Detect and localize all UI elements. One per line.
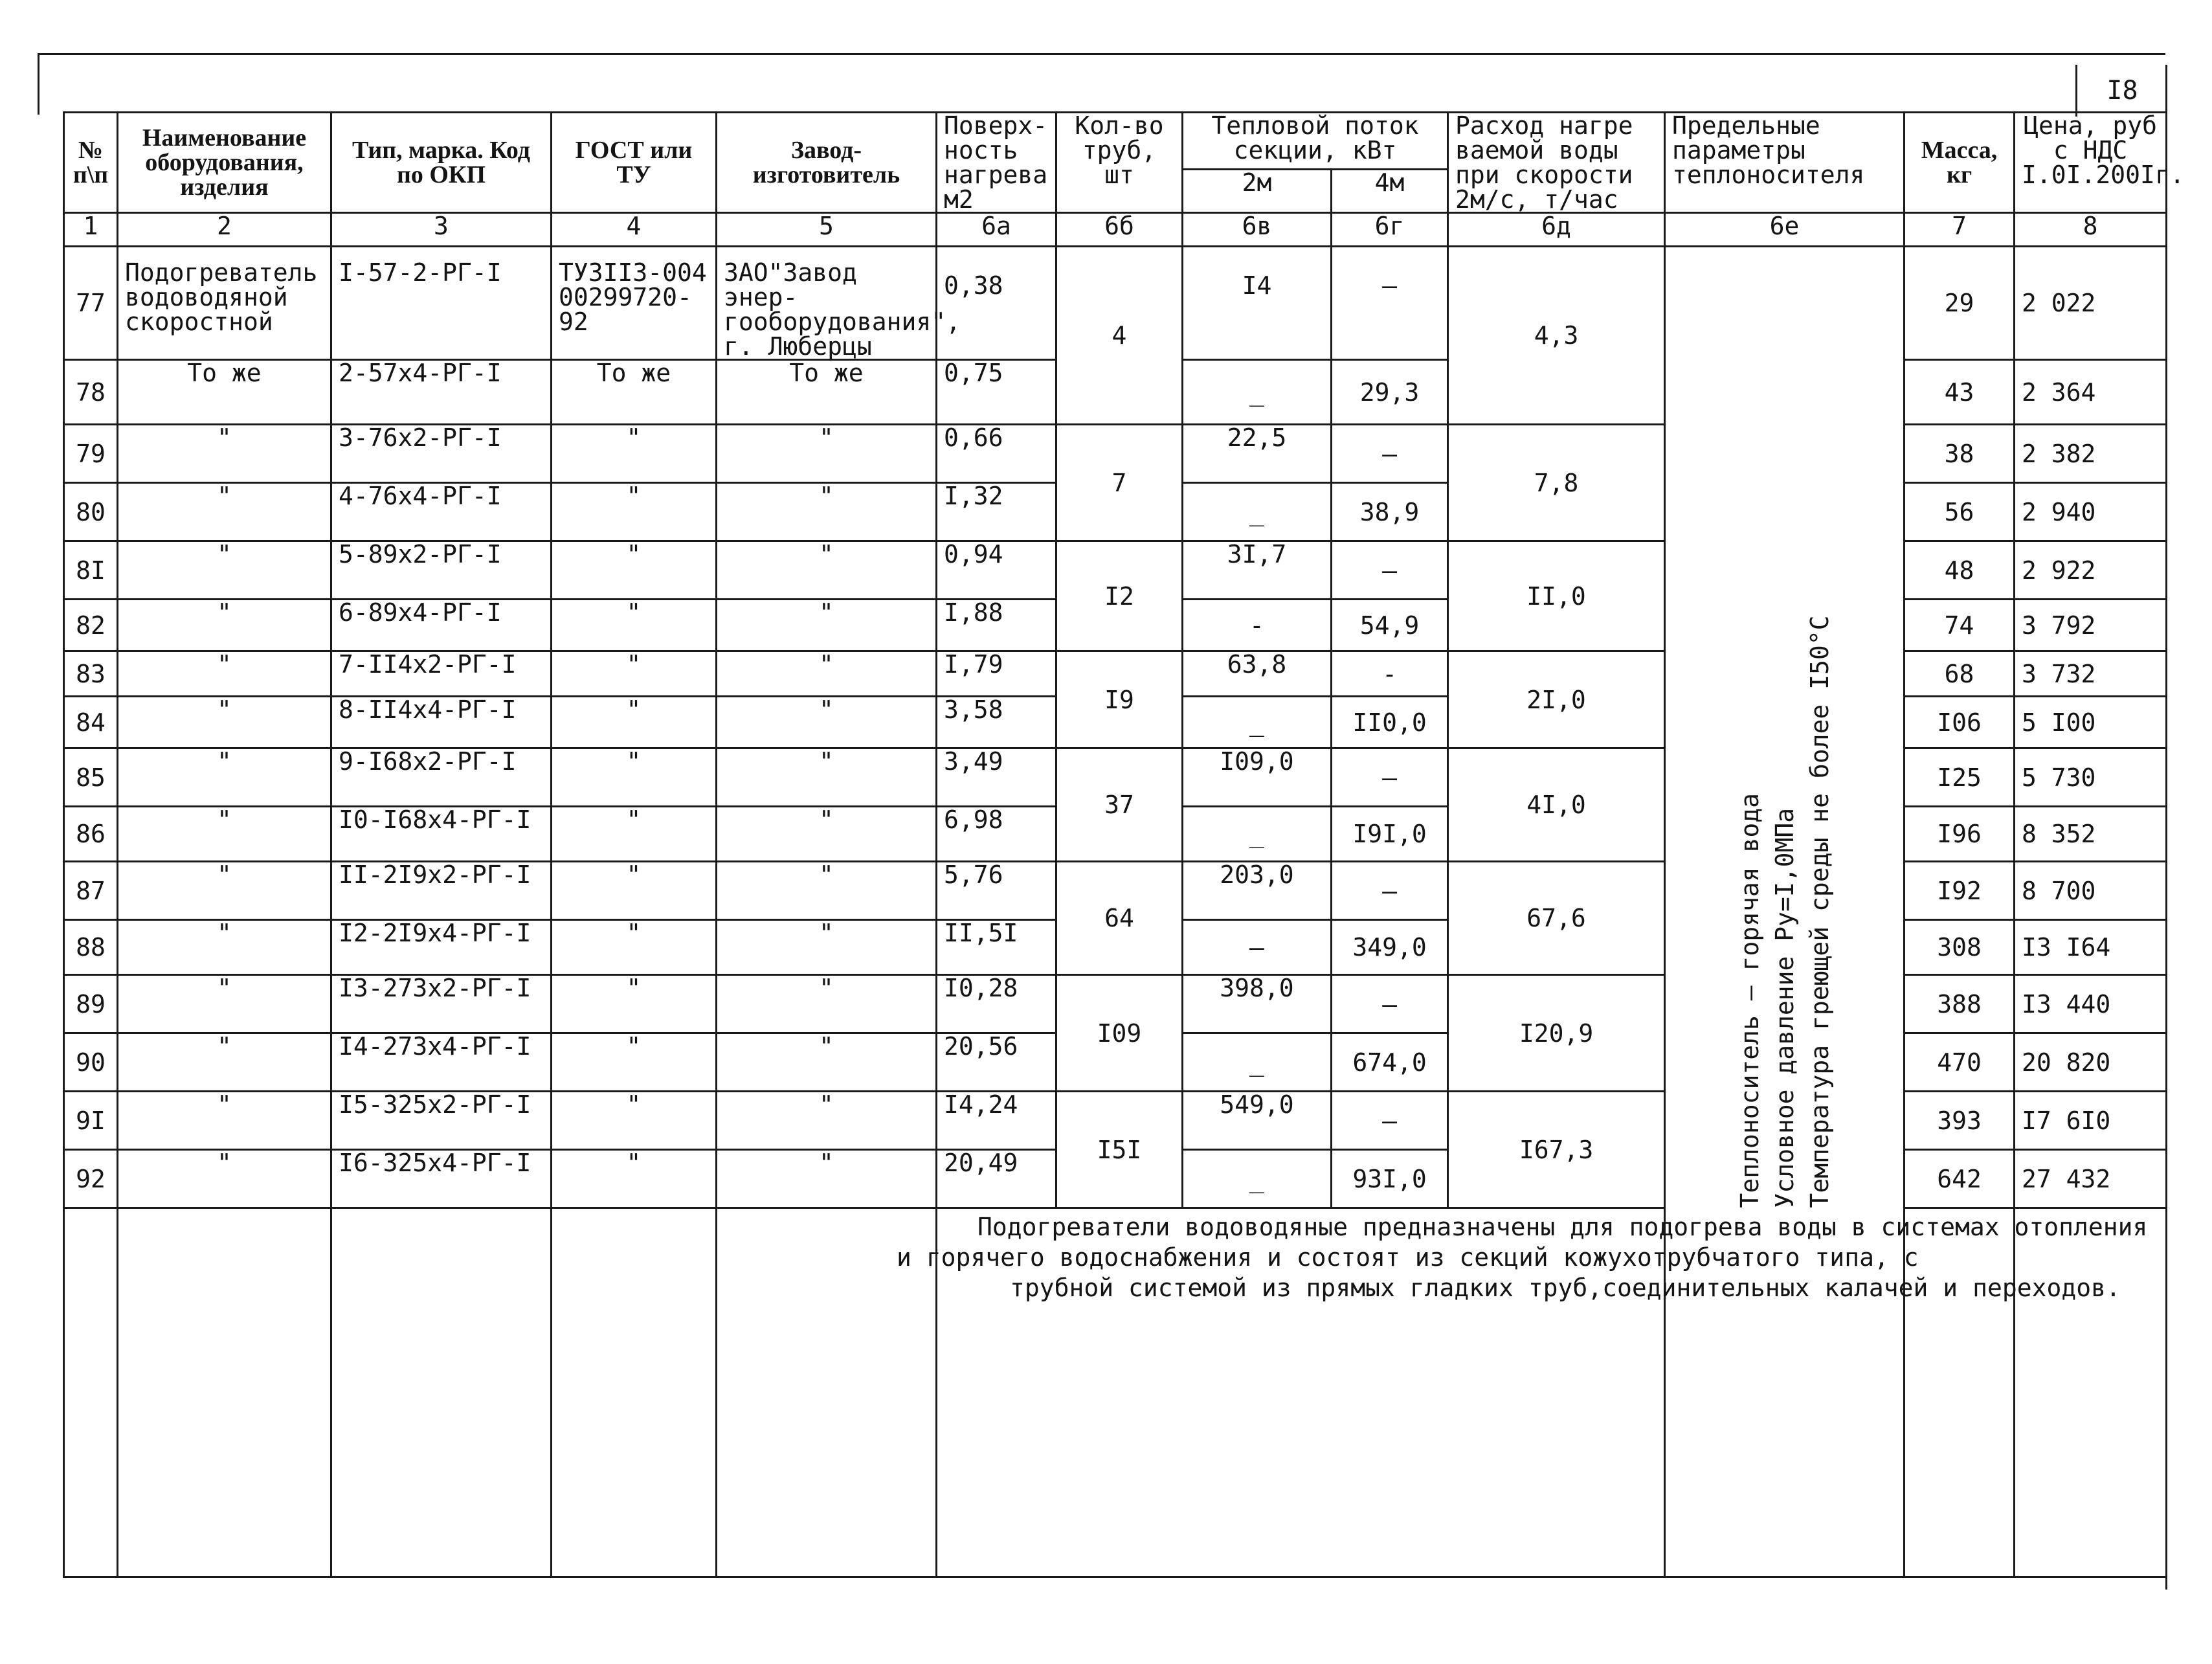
item-price: 20 820 bbox=[2015, 1033, 2167, 1092]
item-maker: " bbox=[717, 697, 937, 748]
item-name: " bbox=[118, 1092, 331, 1150]
item-heat-2m: 549,0 bbox=[1183, 1092, 1332, 1150]
item-tubes: I9 bbox=[1056, 651, 1183, 748]
item-name: Подогреватель водоводяной скоростной bbox=[118, 247, 331, 360]
item-maker: " bbox=[717, 920, 937, 975]
item-heat-4m: 93I,0 bbox=[1332, 1150, 1448, 1208]
item-heat-2m: 22,5 bbox=[1183, 425, 1332, 483]
item-mass: 393 bbox=[1905, 1092, 2015, 1150]
header-heat-4m: 4м bbox=[1332, 170, 1448, 213]
item-price: I3 I64 bbox=[2015, 920, 2167, 975]
item-heat-2m: _ bbox=[1183, 1150, 1332, 1208]
page-number: I8 bbox=[2075, 65, 2167, 117]
item-heat-2m: 203,0 bbox=[1183, 862, 1332, 920]
row-number: 88 bbox=[64, 920, 118, 975]
item-water-flow: II,0 bbox=[1448, 541, 1665, 651]
limits-line-1: Теплоноситель – горячая вода bbox=[1735, 793, 1764, 1208]
item-price: 2 922 bbox=[2015, 541, 2167, 600]
item-tubes: 64 bbox=[1056, 862, 1183, 975]
header-type: Тип, марка. Код по ОКП bbox=[331, 113, 552, 213]
item-mass: I25 bbox=[1905, 748, 2015, 807]
header-water-flow: Расход нагре ваемой воды при скорости 2м/с, т/час bbox=[1448, 113, 1665, 213]
item-gost: " bbox=[552, 920, 717, 975]
item-heat-2m: - bbox=[1183, 600, 1332, 651]
item-surface: 20,56 bbox=[937, 1033, 1056, 1092]
row-number: 85 bbox=[64, 748, 118, 807]
item-price: 2 022 bbox=[2015, 247, 2167, 360]
item-price: 5 I00 bbox=[2015, 697, 2167, 748]
item-name: То же bbox=[118, 360, 331, 425]
item-gost: " bbox=[552, 1150, 717, 1208]
item-heat-2m: 3I,7 bbox=[1183, 541, 1332, 600]
item-gost: " bbox=[552, 1033, 717, 1092]
item-water-flow: I67,3 bbox=[1448, 1092, 1665, 1208]
column-number: 6г bbox=[1332, 213, 1448, 247]
item-gost: " bbox=[552, 425, 717, 483]
column-number: 6д bbox=[1448, 213, 1665, 247]
item-maker: " bbox=[717, 748, 937, 807]
item-type: 7-II4х2-РГ-I bbox=[331, 651, 552, 697]
item-gost: " bbox=[552, 748, 717, 807]
item-surface: 0,66 bbox=[937, 425, 1056, 483]
item-type: 4-76х4-РГ-I bbox=[331, 483, 552, 541]
item-heat-4m: – bbox=[1332, 425, 1448, 483]
item-price: 2 364 bbox=[2015, 360, 2167, 425]
item-heat-4m: 674,0 bbox=[1332, 1033, 1448, 1092]
item-type: 8-II4х4-РГ-I bbox=[331, 697, 552, 748]
empty-cell bbox=[2015, 1208, 2167, 1577]
item-maker: " bbox=[717, 425, 937, 483]
header-gost: ГОСТ или ТУ bbox=[552, 113, 717, 213]
header-heat-flow: Тепловой поток секции, кВт bbox=[1183, 113, 1448, 170]
item-mass: 48 bbox=[1905, 541, 2015, 600]
note-line-1: Подогреватели водоводяные предназначены для подогрева воды в системах отопления bbox=[978, 1213, 2148, 1241]
equipment-table bbox=[63, 111, 2185, 1578]
item-type: I-57-2-РГ-I bbox=[331, 247, 552, 360]
item-surface: 5,76 bbox=[937, 862, 1056, 920]
item-tubes: I5I bbox=[1056, 1092, 1183, 1208]
item-heat-2m: I09,0 bbox=[1183, 748, 1332, 807]
item-maker: То же bbox=[717, 360, 937, 425]
item-type: 6-89х4-РГ-I bbox=[331, 600, 552, 651]
item-maker: " bbox=[717, 1150, 937, 1208]
row-number: 84 bbox=[64, 697, 118, 748]
item-surface: I,32 bbox=[937, 483, 1056, 541]
item-name: " bbox=[118, 975, 331, 1033]
table-row bbox=[64, 247, 2167, 360]
item-name: " bbox=[118, 600, 331, 651]
item-name: " bbox=[118, 541, 331, 600]
item-type: II-2I9х2-РГ-I bbox=[331, 862, 552, 920]
item-heat-2m: _ bbox=[1183, 360, 1332, 425]
item-heat-4m: – bbox=[1332, 247, 1448, 360]
item-tubes: 37 bbox=[1056, 748, 1183, 862]
item-heat-2m: I4 bbox=[1183, 247, 1332, 360]
item-price: 2 382 bbox=[2015, 425, 2167, 483]
item-heat-2m: _ bbox=[1183, 697, 1332, 748]
row-number: 80 bbox=[64, 483, 118, 541]
item-surface: 20,49 bbox=[937, 1150, 1056, 1208]
header-surface: Поверх-ность нагрева м2 bbox=[937, 113, 1056, 213]
item-type: 3-76х2-РГ-I bbox=[331, 425, 552, 483]
item-water-flow: 67,6 bbox=[1448, 862, 1665, 975]
empty-cell bbox=[1905, 1208, 2015, 1577]
item-name: " bbox=[118, 483, 331, 541]
item-gost: " bbox=[552, 483, 717, 541]
header-heat-2m: 2м bbox=[1183, 170, 1332, 213]
note-line-2: и горячего водоснабжения и состоят из секций кожухотрубчатого типа, с bbox=[897, 1243, 1919, 1272]
item-heat-4m: – bbox=[1332, 748, 1448, 807]
item-mass: I06 bbox=[1905, 697, 2015, 748]
item-mass: 29 bbox=[1905, 247, 2015, 360]
item-price: 27 432 bbox=[2015, 1150, 2167, 1208]
limits-text bbox=[1732, 615, 1837, 1208]
item-heat-2m: _ bbox=[1183, 807, 1332, 862]
item-type: I0-I68х4-РГ-I bbox=[331, 807, 552, 862]
item-water-flow: I20,9 bbox=[1448, 975, 1665, 1092]
item-name: " bbox=[118, 862, 331, 920]
item-mass: 43 bbox=[1905, 360, 2015, 425]
header-name: Наименование оборудования, изделия bbox=[118, 113, 331, 213]
item-tubes: 7 bbox=[1056, 425, 1183, 541]
item-heat-4m: – bbox=[1332, 541, 1448, 600]
row-number: 78 bbox=[64, 360, 118, 425]
header-maker: Завод-изготовитель bbox=[717, 113, 937, 213]
outer-frame-left bbox=[38, 53, 39, 115]
empty-cell bbox=[118, 1208, 331, 1577]
item-surface: 0,94 bbox=[937, 541, 1056, 600]
header-tubes: Кол-во труб, шт bbox=[1056, 113, 1183, 213]
item-heat-2m: _ bbox=[1183, 1033, 1332, 1092]
item-type: I6-325х4-РГ-I bbox=[331, 1150, 552, 1208]
item-price: 3 732 bbox=[2015, 651, 2167, 697]
item-maker: " bbox=[717, 862, 937, 920]
item-mass: 56 bbox=[1905, 483, 2015, 541]
item-name: " bbox=[118, 920, 331, 975]
item-maker: " bbox=[717, 651, 937, 697]
item-surface: I4,24 bbox=[937, 1092, 1056, 1150]
row-number: 77 bbox=[64, 247, 118, 360]
column-number: 1 bbox=[64, 213, 118, 247]
item-maker: ЗАО"Завод энер-гооборудования", г. Люберцы bbox=[717, 247, 937, 360]
item-price: 5 730 bbox=[2015, 748, 2167, 807]
item-water-flow: 4,3 bbox=[1448, 247, 1665, 425]
item-surface: 0,38 bbox=[937, 247, 1056, 360]
item-mass: 68 bbox=[1905, 651, 2015, 697]
header-limits: Предельные параметры теплоносителя bbox=[1665, 113, 1905, 213]
item-heat-2m: _ bbox=[1183, 483, 1332, 541]
row-number: 83 bbox=[64, 651, 118, 697]
item-surface: 3,49 bbox=[937, 748, 1056, 807]
item-gost: " bbox=[552, 975, 717, 1033]
item-heat-4m: 54,9 bbox=[1332, 600, 1448, 651]
column-number: 5 bbox=[717, 213, 937, 247]
item-surface: 6,98 bbox=[937, 807, 1056, 862]
item-water-flow: 7,8 bbox=[1448, 425, 1665, 541]
item-type: 2-57х4-РГ-I bbox=[331, 360, 552, 425]
column-number: 8 bbox=[2015, 213, 2167, 247]
item-name: " bbox=[118, 651, 331, 697]
column-number: 4 bbox=[552, 213, 717, 247]
item-name: " bbox=[118, 697, 331, 748]
item-surface: I,88 bbox=[937, 600, 1056, 651]
item-gost: " bbox=[552, 600, 717, 651]
row-number: 79 bbox=[64, 425, 118, 483]
row-number: 89 bbox=[64, 975, 118, 1033]
column-number: 6а bbox=[937, 213, 1056, 247]
item-mass: I96 bbox=[1905, 807, 2015, 862]
item-water-flow: 4I,0 bbox=[1448, 748, 1665, 862]
limits-cell bbox=[1665, 247, 1905, 1577]
header-price: Цена, руб с НДС I.0I.200Iг. bbox=[2015, 113, 2167, 213]
item-maker: " bbox=[717, 600, 937, 651]
row-number: 82 bbox=[64, 600, 118, 651]
item-heat-4m: II0,0 bbox=[1332, 697, 1448, 748]
row-number: 8I bbox=[64, 541, 118, 600]
item-gost: " bbox=[552, 1092, 717, 1150]
item-heat-2m: 398,0 bbox=[1183, 975, 1332, 1033]
item-gost: " bbox=[552, 862, 717, 920]
item-heat-4m: - bbox=[1332, 651, 1448, 697]
item-surface: II,5I bbox=[937, 920, 1056, 975]
item-heat-4m: I9I,0 bbox=[1332, 807, 1448, 862]
item-maker: " bbox=[717, 1033, 937, 1092]
item-price: I7 6I0 bbox=[2015, 1092, 2167, 1150]
item-heat-4m: – bbox=[1332, 975, 1448, 1033]
item-heat-4m: 38,9 bbox=[1332, 483, 1448, 541]
row-number: 92 bbox=[64, 1150, 118, 1208]
item-surface: 0,75 bbox=[937, 360, 1056, 425]
column-number: 6в bbox=[1183, 213, 1332, 247]
item-type: I5-325х2-РГ-I bbox=[331, 1092, 552, 1150]
item-mass: 74 bbox=[1905, 600, 2015, 651]
column-number: 6е bbox=[1665, 213, 1905, 247]
item-type: 9-I68х2-РГ-I bbox=[331, 748, 552, 807]
item-type: I2-2I9х4-РГ-I bbox=[331, 920, 552, 975]
column-number: 3 bbox=[331, 213, 552, 247]
row-number: 86 bbox=[64, 807, 118, 862]
row-number: 90 bbox=[64, 1033, 118, 1092]
item-maker: " bbox=[717, 807, 937, 862]
item-name: " bbox=[118, 748, 331, 807]
header-number: № п\п bbox=[64, 113, 118, 213]
item-heat-2m: 63,8 bbox=[1183, 651, 1332, 697]
column-number: 7 bbox=[1905, 213, 2015, 247]
limits-line-3: Температура греющей среды не более I50°С bbox=[1805, 615, 1834, 1208]
item-gost: " bbox=[552, 807, 717, 862]
item-heat-4m: – bbox=[1332, 862, 1448, 920]
item-mass: I92 bbox=[1905, 862, 2015, 920]
item-mass: 38 bbox=[1905, 425, 2015, 483]
item-type: I4-273х4-РГ-I bbox=[331, 1033, 552, 1092]
item-price: 8 700 bbox=[2015, 862, 2167, 920]
item-gost: ТУ3II3-004 00299720-92 bbox=[552, 247, 717, 360]
outer-frame-top bbox=[38, 53, 2165, 55]
item-maker: " bbox=[717, 975, 937, 1033]
item-surface: 3,58 bbox=[937, 697, 1056, 748]
item-tubes: I2 bbox=[1056, 541, 1183, 651]
item-gost: " bbox=[552, 541, 717, 600]
item-heat-4m: 349,0 bbox=[1332, 920, 1448, 975]
row-number: 87 bbox=[64, 862, 118, 920]
item-water-flow: 2I,0 bbox=[1448, 651, 1665, 748]
item-tubes: 4 bbox=[1056, 247, 1183, 425]
item-price: I3 440 bbox=[2015, 975, 2167, 1033]
item-surface: I0,28 bbox=[937, 975, 1056, 1033]
item-price: 8 352 bbox=[2015, 807, 2167, 862]
item-name: " bbox=[118, 1150, 331, 1208]
item-name: " bbox=[118, 1033, 331, 1092]
column-number: 2 bbox=[118, 213, 331, 247]
empty-cell bbox=[64, 1208, 118, 1577]
item-gost: То же bbox=[552, 360, 717, 425]
item-gost: " bbox=[552, 697, 717, 748]
item-maker: " bbox=[717, 1092, 937, 1150]
item-name: " bbox=[118, 807, 331, 862]
item-maker: " bbox=[717, 483, 937, 541]
limits-line-2: Условное давление Ру=I,0МПа bbox=[1770, 807, 1799, 1208]
item-heat-4m: – bbox=[1332, 1092, 1448, 1150]
item-maker: " bbox=[717, 541, 937, 600]
item-name: " bbox=[118, 425, 331, 483]
item-mass: 470 bbox=[1905, 1033, 2015, 1092]
item-price: 2 940 bbox=[2015, 483, 2167, 541]
item-heat-4m: 29,3 bbox=[1332, 360, 1448, 425]
item-surface: I,79 bbox=[937, 651, 1056, 697]
item-mass: 308 bbox=[1905, 920, 2015, 975]
item-tubes: I09 bbox=[1056, 975, 1183, 1092]
item-type: I3-273х2-РГ-I bbox=[331, 975, 552, 1033]
empty-cell bbox=[331, 1208, 552, 1577]
column-number-row bbox=[64, 213, 2167, 247]
item-mass: 388 bbox=[1905, 975, 2015, 1033]
item-gost: " bbox=[552, 651, 717, 697]
column-number: 6б bbox=[1056, 213, 1183, 247]
item-mass: 642 bbox=[1905, 1150, 2015, 1208]
header-row-1 bbox=[64, 113, 2167, 170]
item-heat-2m: – bbox=[1183, 920, 1332, 975]
empty-cell bbox=[552, 1208, 717, 1577]
header-mass: Масса, кг bbox=[1905, 113, 2015, 213]
item-price: 3 792 bbox=[2015, 600, 2167, 651]
row-number: 9I bbox=[64, 1092, 118, 1150]
note-line-3: трубной системой из прямых гладких труб,соединительных калачей и переходов. bbox=[1010, 1274, 2121, 1302]
item-type: 5-89х2-РГ-I bbox=[331, 541, 552, 600]
